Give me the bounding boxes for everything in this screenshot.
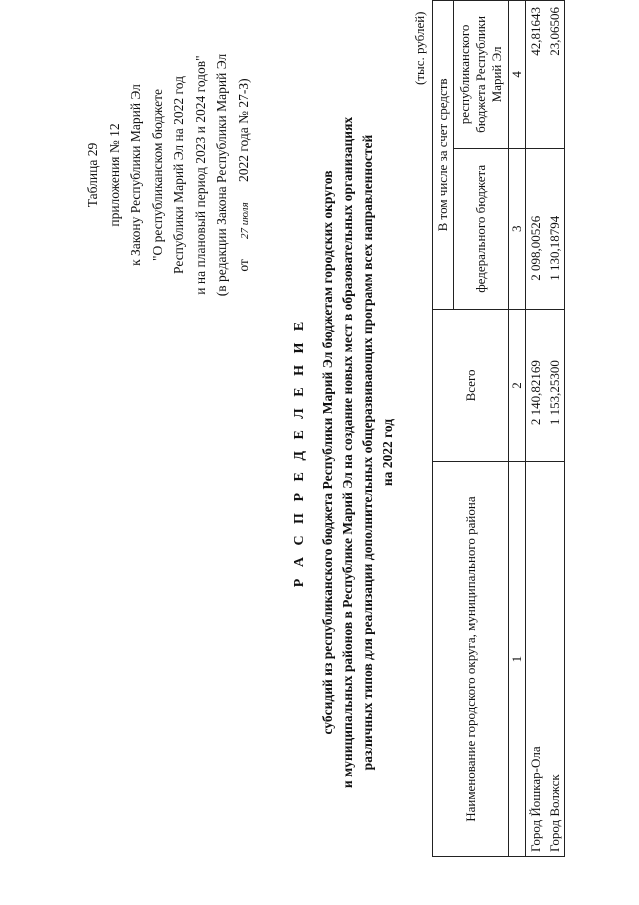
document-subtitle [318,60,398,845]
appendix-header [82,5,256,345]
table-row [545,1,565,857]
units-label: (тыс. рублей) [412,11,427,85]
column-numbers-row [509,1,526,857]
header-line: Республики Марий Эл на 2022 год [171,76,186,274]
date-day-month: 27 июля [238,202,251,239]
col-number: 1 [509,462,526,857]
row-name: Город Йошкар-Ола [526,462,546,857]
row-total: 2 140,82169 [526,309,546,461]
document-title: Р А С П Р Е Д Е Л Е Н И Е [292,317,307,588]
col-number: 2 [509,309,526,461]
subtitle-line: на 2022 год [380,418,395,487]
col3-header: федерального бюджета [454,148,509,309]
subtitle-line: субсидий из республиканского бюджета Республики Марий Эл бюджетам городских округов [320,170,335,735]
header-line: (в редакции Закона Республики Марий Эл [214,53,229,297]
row-republic: 23,06506 [545,1,565,149]
row-federal: 1 130,18794 [545,148,565,309]
row-republic: 42,81643 [526,1,546,149]
subtitle-line: и муниципальных районов в Республике Марий Эл на создание новых мест в образовательных организациях [340,116,355,789]
distribution-table [432,0,565,857]
col1-header: Наименование городского округа, муниципального района [433,462,509,857]
col-number: 3 [509,148,526,309]
table-row [526,1,546,857]
header-date-line [233,5,257,345]
row-name: Город Волжск [545,462,565,857]
header-line: к Закону Республики Марий Эл [128,84,143,266]
group-header: В том числе за счет средств [433,1,454,310]
header-line: "О республиканском бюджете [149,89,165,262]
table-header-row [433,1,454,857]
header-line: приложения № 12 [106,123,122,227]
subtitle-line: различных типов для реализации дополнительных общеразвивающих программ всех направленностей [360,134,375,771]
date-rest: 2022 года № 27-З) [235,78,251,183]
table-number: Таблица 29 [85,142,100,208]
col4-header: республиканского бюджета Республики Марий Эл [454,1,509,149]
col2-header: Всего [433,309,509,461]
date-prefix: от [235,259,251,272]
header-line: и на плановый период 2023 и 2024 годов" [192,55,208,295]
row-federal: 2 098,00526 [526,148,546,309]
col-number: 4 [509,1,526,149]
row-total: 1 153,25300 [545,309,565,461]
